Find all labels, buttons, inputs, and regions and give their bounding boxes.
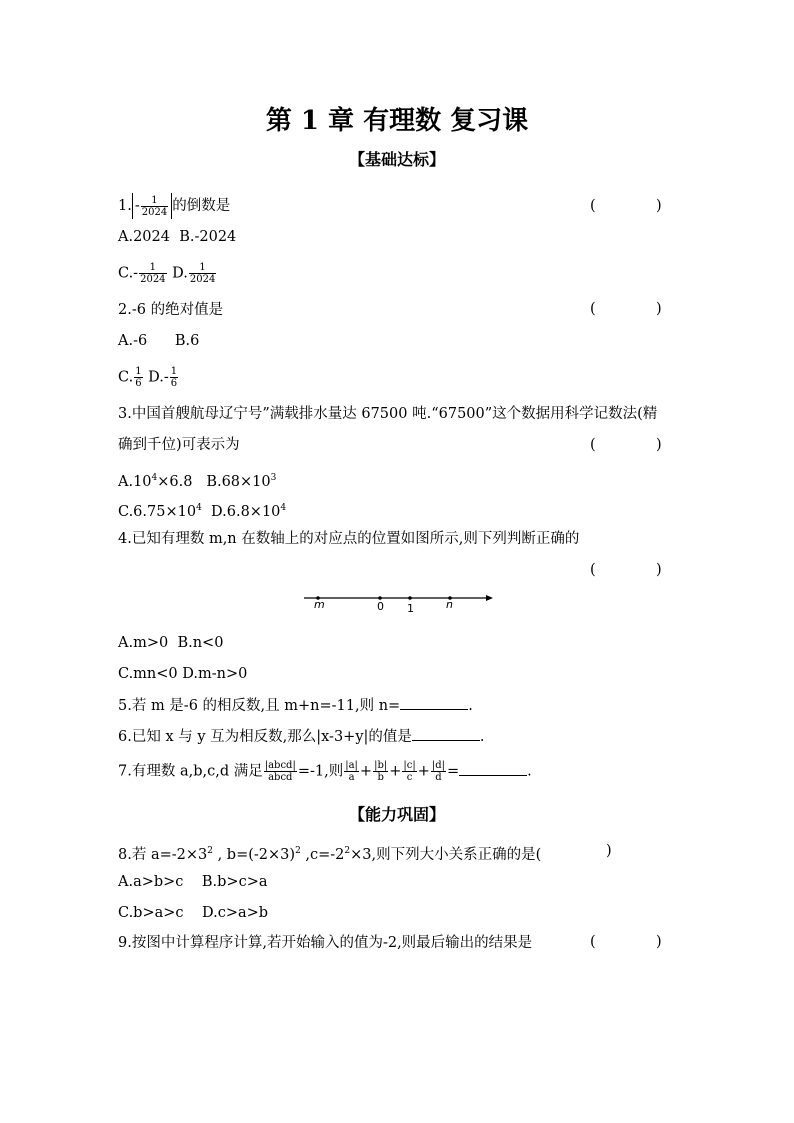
question-1: 1. - $\frac{1}{2024}$ 的倒数是 [118, 194, 231, 218]
section-basic: 【基础达标】 [348, 150, 445, 169]
question-2: 2.-6 的绝对值是 [118, 302, 224, 318]
question-6: 6.已知 x 与 y 互为相反数,那么|x-3+y|的值是 . [118, 726, 485, 747]
answer-blank-6[interactable] [412, 726, 480, 741]
label-0: 0 [377, 600, 384, 613]
absolute-value: - $\frac{1}{2024}$ [132, 193, 172, 219]
q2-options-ab: A.-6 B.6 [118, 333, 200, 349]
section-ability: 【能力巩固】 [348, 805, 445, 824]
page-title: 第 1 章 有理数 复习课 [265, 106, 529, 136]
q3-options-ab: $A.10^4\times 6.8$ $B.68\times 10^3$ [118, 473, 277, 490]
answer-paren-2: ( ) [590, 301, 662, 317]
option-a: A.2024 [118, 229, 170, 245]
fraction: $\frac{1}{2024}$ [141, 194, 168, 218]
fraction-d: $\frac{1}{2024}$ [189, 262, 216, 285]
q2-options-cd: C. $\frac{1}{6}$ D.- $\frac{1}{6}$ [118, 366, 178, 389]
option-b: B.-2024 [179, 229, 237, 245]
axis-arrow [486, 595, 493, 601]
answer-paren-4: ( ) [590, 562, 662, 578]
label-m: m [314, 598, 325, 611]
q8-options-ab: A.a>b>c B.b>c>a [118, 874, 268, 890]
q8-close-paren: ) [606, 843, 612, 859]
answer-blank-7[interactable] [459, 761, 527, 776]
q8-options-cd: C.b>a>c D.c>a>b [118, 905, 269, 921]
label-1: 1 [407, 602, 414, 615]
number-line [300, 588, 495, 616]
q1-options-ab [118, 227, 236, 247]
question-8: 8.若 $a=-2\times 3^2$ , $b=(-2\times 3)^2$ $,c=-2^2\times 3$,则下列大小关系正确的是( [118, 846, 542, 863]
q4-options-ab: A.m>0 B.n<0 [118, 635, 224, 651]
question-5: 5.若 m 是-6 的相反数,且 m+n=-11,则 n= . [118, 695, 473, 716]
answer-paren-3: ( ) [590, 437, 662, 453]
q4-options-cd: C.mn<0 D.m-n>0 [118, 666, 248, 682]
answer-paren-9: ( ) [590, 934, 662, 950]
fraction-c: $\frac{1}{2024}$ [140, 262, 166, 285]
point-1 [408, 596, 412, 600]
answer-paren-1: ( ) [590, 198, 662, 214]
number-line-svg [300, 588, 495, 602]
question-9: 9.按图中计算程序计算,若开始输入的值为-2,则最后输出的结果是 [118, 935, 533, 951]
question-4: 4.已知有理数 m,n 在数轴上的对应点的位置如图所示,则下列判断正确的 [118, 531, 580, 547]
question-3-line2: 确到千位)可表示为 [118, 437, 240, 453]
question-3-line1: 3.中国首艘航母辽宁号”满载排水量达 67500 吨.“67500”这个数据用科学记数法(精 [118, 406, 658, 422]
q1-options-cd: C.- $\frac{1}{2024}$ D. $\frac{1}{2024}$ [118, 262, 216, 285]
q3-options-cd: $C.6.75\times 10^4$ $D.6.8\times 10^4$ [118, 503, 287, 520]
question-7: 7.有理数 a,b,c,d 满足 $\frac{\text{|abcd|}}{\text{abcd}}$ =-1,则 $\frac{|a|}{a}$ + $\frac{|b|}{b}$ + $\frac{|c|}{c}$ + $\frac{|d|}{d}$ = . [118, 760, 532, 783]
answer-blank-5[interactable] [400, 695, 468, 710]
label-n: n [446, 598, 453, 611]
